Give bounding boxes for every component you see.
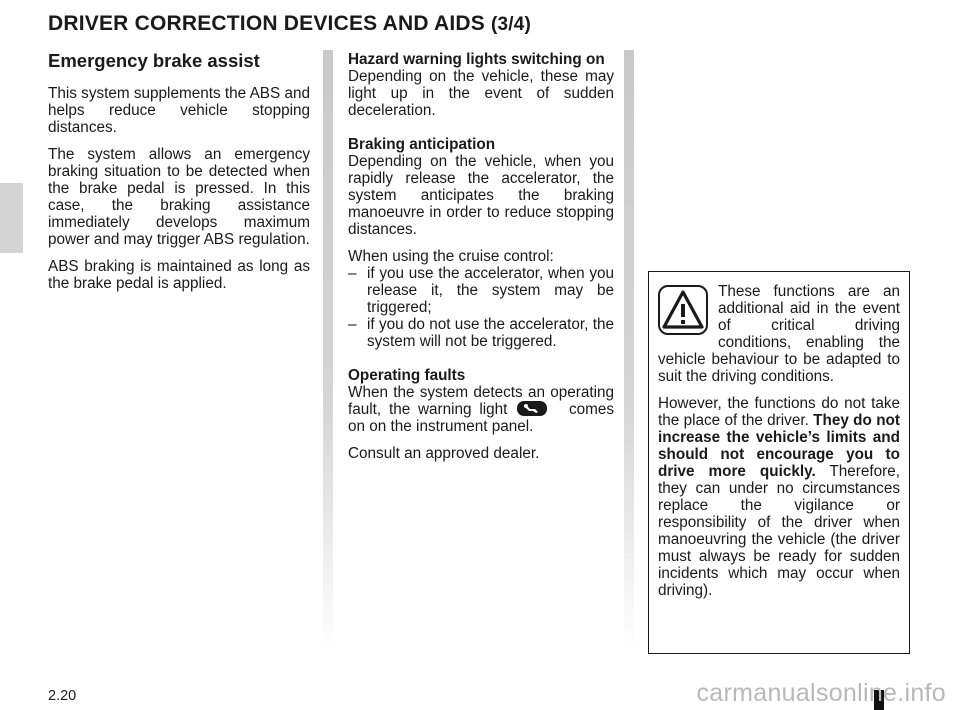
paragraph-abs-maintained: ABS braking is maintained as long as the brake pedal is applied. — [48, 258, 310, 292]
column-additional-functions — [348, 51, 614, 472]
wrench-warning-light-icon — [517, 401, 547, 416]
list-dash: – — [348, 265, 357, 282]
warning-triangle-icon — [658, 285, 708, 335]
hazard-heading: Hazard warning lights switching on — [348, 51, 605, 68]
warning-paragraph-2 — [658, 395, 900, 599]
column-emergency-brake-assist — [48, 50, 310, 302]
anticipation-text: Depending on the vehicle, when you rapidly release the accelerator, the system anticipates the braking manoeuvre in order to reduce stopping distances. — [348, 153, 614, 238]
warning-text-start: However, the functions do not take the place of the driver. — [658, 395, 900, 429]
paragraph-emergency-detection: The system allows an emergency braking situation to be detected when the brake pedal is pressed. In this case, the braking assistance immediately develops maximum power and may trigger ABS regulation. — [48, 146, 310, 248]
anticipation-section — [348, 136, 614, 238]
faults-heading: Operating faults — [348, 367, 466, 384]
faults-text-before: When the system detects an operating fault, the warning light — [348, 384, 614, 418]
warning-paragraph-1: These functions are an additional aid in the event of critical driving conditions, enabling the vehicle behaviour to be adapted to suit the driving conditions. — [658, 283, 900, 385]
dealer-text: Consult an approved dealer. — [348, 445, 540, 462]
paragraph-abs-supplement: This system supplements the ABS and helps reduce vehicle stopping distances. — [48, 85, 310, 136]
faults-text — [348, 384, 614, 435]
list-dash: – — [348, 316, 357, 333]
page-number: 2.20 — [48, 688, 77, 704]
list-item — [348, 265, 614, 316]
chapter-side-tab — [0, 183, 23, 253]
section-heading: Emergency brake assist — [48, 50, 260, 71]
warning-box — [648, 271, 910, 654]
cruise-list — [348, 265, 614, 350]
column-divider-right — [624, 50, 634, 650]
page-title-text: DRIVER CORRECTION DEVICES AND AIDS — [48, 12, 485, 35]
hazard-section — [348, 51, 614, 119]
cruise-item-text: if you use the accelerator, when you release it, the system may be triggered; — [367, 265, 614, 316]
warning-text-bold: They do not increase the vehicle’s limits and should not encourage you to drive more quickly. — [658, 412, 900, 480]
faults-text-after: comes on on the instrument panel. — [348, 401, 615, 435]
page-title — [48, 12, 531, 36]
hazard-text: Depending on the vehicle, these may light up in the event of sudden deceleration. — [348, 68, 614, 119]
anticipation-heading: Braking anticipation — [348, 136, 496, 153]
warning-text-end: Therefore, they can under no circumstances replace the vigilance or responsibility of the driver when manoeuvring the vehicle (the driver must always be ready for sudden incidents which may occur when driving). — [658, 463, 900, 599]
cruise-item-text: if you do not use the accelerator, the system will not be triggered. — [367, 316, 614, 350]
list-item — [348, 316, 614, 350]
faults-section — [348, 367, 614, 435]
watermark: carmanualsonline.info — [696, 679, 946, 707]
cruise-intro: When using the cruise control: — [348, 248, 554, 265]
column-divider-left — [323, 50, 333, 650]
page-part-indicator: (3/4) — [491, 14, 532, 35]
